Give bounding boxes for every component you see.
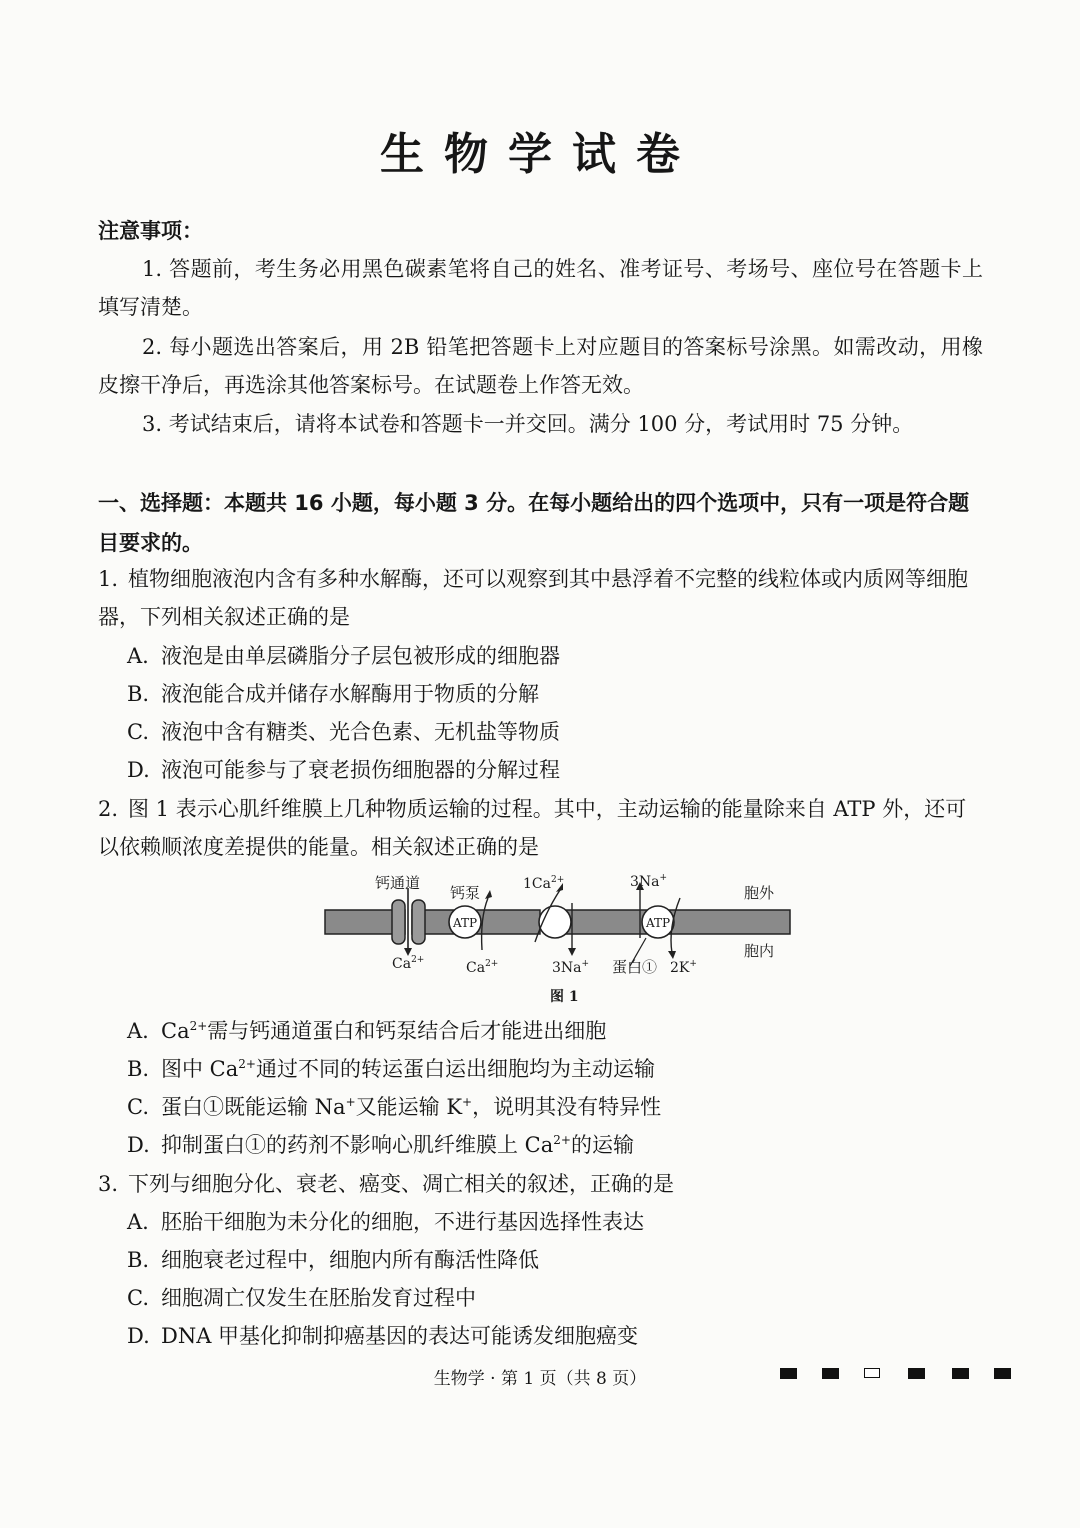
question-stem: 图 1 表示心肌纤维膜上几种物质运输的过程。其中，主动运输的能量除来自 ATP 外，还可以依赖顺浓度差提供的能量。相关叙述正确的是 xyxy=(98,797,967,859)
q2-option-d xyxy=(127,1126,634,1164)
exchanger-circle xyxy=(539,906,571,938)
option-text: DNA 甲基化抑制抑癌基因的表达可能诱发细胞癌变 xyxy=(161,1324,639,1348)
exam-title: 生物学试卷 xyxy=(380,129,700,180)
option-text: 细胞凋亡仅发生在胚胎发育过程中 xyxy=(161,1286,476,1310)
two-k-label: 2K+ xyxy=(670,959,697,976)
option-label: C. xyxy=(127,1095,149,1119)
option-text: 细胞衰老过程中，细胞内所有酶活性降低 xyxy=(161,1248,539,1272)
notice-item-3: 3. 考试结束后，请将本试卷和答题卡一并交回。满分 100 分，考试用时 75 分钟。 xyxy=(142,412,914,436)
question-1 xyxy=(98,560,983,636)
q3-option-a xyxy=(127,1203,644,1241)
superscript: + xyxy=(462,1095,473,1109)
option-text: 的运输 xyxy=(570,1133,634,1157)
option-text: Ca xyxy=(161,1019,190,1043)
calcium-channel-label: 钙通道 xyxy=(375,874,421,892)
exchanger-na-arrow-head xyxy=(568,948,576,956)
section-heading: 一、选择题：本题共 16 小题，每小题 3 分。在每小题给出的四个选项中，只有一项是符合题目要求的。 xyxy=(98,491,970,555)
option-label: D. xyxy=(127,1133,150,1157)
question-stem: 植物细胞液泡内含有多种水解酶，还可以观察到其中悬浮着不完整的线粒体或内质网等细胞器，下列相关叙述正确的是 xyxy=(98,567,968,629)
atp-label-2: ATP xyxy=(645,916,671,930)
figure-1-membrane-transport xyxy=(320,868,800,1018)
filled-mark xyxy=(952,1368,969,1379)
question-number: 1. xyxy=(98,567,119,591)
q3-option-c xyxy=(127,1279,476,1317)
superscript: 2+ xyxy=(189,1019,208,1033)
notice-item-1: 1. 答题前，考生务必用黑色碳素笔将自己的姓名、准考证号、考场号、座位号在答题卡上填写清楚。 xyxy=(98,257,983,319)
notice-item-2: 2. 每小题选出答案后，用 2B 铅笔把答题卡上对应题目的答案标号涂黑。如需改动，用橡皮擦干净后，再选涂其他答案标号。在试题卷上作答无效。 xyxy=(98,335,983,397)
option-text: 液泡能合成并储存水解酶用于物质的分解 xyxy=(161,682,539,706)
q1-option-a xyxy=(127,637,560,675)
superscript: 2+ xyxy=(553,1133,571,1147)
option-label: D. xyxy=(127,1324,150,1348)
superscript: 2+ xyxy=(238,1057,256,1071)
option-label: A. xyxy=(127,1210,149,1234)
three-na-bottom-label: 3Na+ xyxy=(552,959,590,976)
question-number: 2. xyxy=(98,797,119,821)
option-label: D. xyxy=(127,758,150,782)
option-label: C. xyxy=(127,720,149,744)
empty-mark xyxy=(864,1368,880,1378)
option-text: 需与钙通道蛋白和钙泵结合后才能进出细胞 xyxy=(207,1019,607,1043)
q2-option-b xyxy=(127,1050,655,1088)
option-text: 液泡可能参与了衰老损伤细胞器的分解过程 xyxy=(161,758,560,782)
q3-option-d xyxy=(127,1317,638,1355)
option-label: C. xyxy=(127,1286,149,1310)
question-number: 3. xyxy=(98,1172,119,1196)
notice-heading: 注意事项： xyxy=(98,219,203,243)
question-stem: 下列与细胞分化、衰老、癌变、凋亡相关的叙述，正确的是 xyxy=(128,1172,674,1196)
q1-option-b xyxy=(127,675,539,713)
option-text: ，说明其没有特异性 xyxy=(472,1095,662,1119)
option-text: 通过不同的转运蛋白运出细胞均为主动运输 xyxy=(255,1057,655,1081)
k-in-arrow-head xyxy=(668,951,676,959)
ca-left-label: $Ca^{2+}$ xyxy=(392,955,425,972)
one-ca-label: $1Ca^{2+}$ xyxy=(523,875,565,892)
filled-mark xyxy=(822,1368,839,1379)
ca-mid-label: $Ca^{2+}$ xyxy=(466,959,499,976)
option-text: 蛋白①既能运输 Na xyxy=(161,1095,346,1119)
filled-mark xyxy=(780,1368,797,1379)
option-text: 液泡是由单层磷脂分子层包被形成的细胞器 xyxy=(161,644,560,668)
three-na-top-label: 3Na+ xyxy=(630,873,668,890)
protein1-label: 蛋白① xyxy=(612,958,658,976)
inside-label: 胞内 xyxy=(744,942,775,960)
option-text: 液泡中含有糖类、光合色素、无机盐等物质 xyxy=(161,720,560,744)
filled-mark xyxy=(994,1368,1011,1379)
atp-label-1: ATP xyxy=(452,916,478,930)
q2-option-c xyxy=(127,1088,661,1126)
question-3 xyxy=(98,1165,983,1203)
option-text: 图中 Ca xyxy=(161,1057,239,1081)
option-text: 抑制蛋白①的药剂不影响心肌纤维膜上 Ca xyxy=(161,1133,554,1157)
calcium-pump-label: 钙泵 xyxy=(450,884,481,902)
option-label: A. xyxy=(127,644,149,668)
q3-option-b xyxy=(127,1241,539,1279)
q1-option-c xyxy=(127,713,560,751)
q1-option-d xyxy=(127,751,560,789)
figure-caption: 图 1 xyxy=(550,989,579,1005)
option-text: 又能运输 K xyxy=(355,1095,463,1119)
option-label: B. xyxy=(127,1057,150,1081)
option-text: 胚胎干细胞为未分化的细胞，不进行基因选择性表达 xyxy=(161,1210,644,1234)
calcium-channel-right xyxy=(412,900,425,944)
pump-arrow-head xyxy=(485,890,492,899)
page-footer: 生物学 · 第 1 页（共 8 页） xyxy=(433,1369,647,1389)
option-label: B. xyxy=(127,682,150,706)
filled-mark xyxy=(908,1368,925,1379)
question-2 xyxy=(98,790,983,866)
outside-label: 胞外 xyxy=(744,884,775,902)
calcium-channel-left xyxy=(392,900,405,944)
superscript: + xyxy=(345,1095,356,1109)
q2-option-a xyxy=(127,1012,606,1050)
option-label: A. xyxy=(127,1019,149,1043)
option-label: B. xyxy=(127,1248,150,1272)
